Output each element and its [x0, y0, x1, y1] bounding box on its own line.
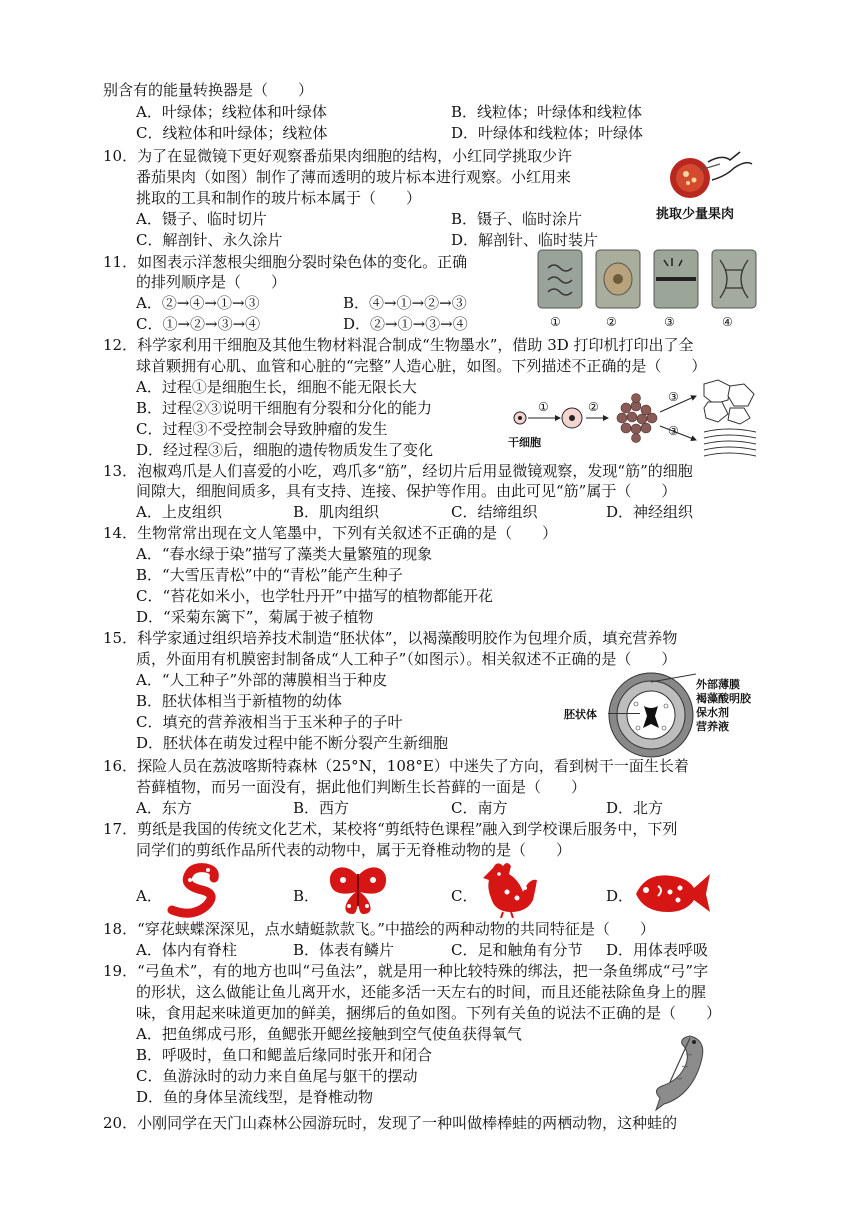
bow-fish-icon [650, 1030, 720, 1116]
q19-line-1: 19．“弓鱼术”，有的地方也叫“弓鱼法”，就是用一种比较特殊的绑法，把一条鱼绑成“弓”字 [103, 962, 709, 980]
stem-cell-label: 干细胞 [508, 436, 541, 449]
q11-option-b: B．④→①→②→③ [343, 294, 467, 312]
q11-option-d: D．②→①→③→④ [343, 315, 468, 333]
q15-option-a: A．“人工种子”外部的薄膜相当于种皮 [136, 671, 388, 689]
q11-option-c: C．①→②→③→④ [136, 315, 261, 333]
q17-option-d: D． [606, 887, 634, 905]
q17-option-a: A． [136, 887, 162, 905]
q10-line-3: 挑取的工具和制作的玻片标本属于（ ） [136, 189, 422, 207]
stem-cell-diagram [508, 378, 760, 460]
seed-label-water-agent: 保水剂 [696, 706, 729, 719]
q13-option-a: A．上皮组织 [136, 503, 222, 521]
q14-option-b: B．“大雪压青松”中的“青松”能产生种子 [136, 566, 403, 584]
q16-option-a: A．东方 [136, 799, 192, 817]
q15-option-d: D．胚状体在萌发过程中能不断分裂产生新细胞 [136, 734, 449, 752]
q18-option-a: A．体内有脊柱 [136, 941, 237, 959]
cell-label-1: ① [550, 315, 561, 329]
tomato-picking-icon [660, 150, 760, 202]
stem-mark-3b: ③ [668, 424, 679, 438]
q14-option-d: D．“采菊东篱下”，菊属于被子植物 [136, 608, 374, 626]
q16-line-2: 苔藓植物，而另一面没有，据此他们判断生长苔藓的一面是（ ） [136, 778, 587, 796]
q12-option-d: D．经过程③后，细胞的遗传物质发生了变化 [136, 441, 434, 459]
q17-line-1: 17．剪纸是我国的传统文化艺术，某校将“剪纸特色课程”融入到学校课后服务中，下列 [103, 820, 678, 838]
q16-option-b: B．西方 [293, 799, 350, 817]
q10-option-c: C．解剖针、永久涂片 [136, 231, 283, 249]
q14-line-1: 14．生物常常出现在文人笔墨中，下列有关叙述不正确的是（ ） [103, 524, 558, 542]
stem-mark-2: ② [588, 400, 599, 414]
q18-line-1: 18．“穿花蛱蝶深深见，点水蜻蜓款款飞。”中描绘的两种动物的共同特征是（ ） [103, 920, 655, 938]
q10-option-b: B．镊子、临时涂片 [451, 210, 583, 228]
q18-option-c: C．足和触角有分节 [451, 941, 583, 959]
fish-papercut-icon [632, 864, 712, 924]
q9-option-d: D．叶绿体和线粒体；叶绿体 [451, 124, 644, 142]
q16-option-d: D．北方 [606, 799, 664, 817]
q11-line-1: 11．如图表示洋葱根尖细胞分裂时染色体的变化。正确 [103, 253, 468, 271]
q18-option-d: D．用体表呼吸 [606, 941, 709, 959]
q12-option-b: B．过程②③说明干细胞有分裂和分化的能力 [136, 399, 433, 417]
q19-line-2: 的形状，这么做能让鱼儿离开水，还能多活一天左右的时间，而且还能祛除鱼身上的腥 [136, 983, 707, 1001]
q12-option-c: C．过程③不受控制会导致肿瘤的发生 [136, 420, 388, 438]
seed-label-film: 外部薄膜 [696, 678, 740, 691]
q14-option-a: A．“春水绿于染”描写了藻类大量繁殖的现象 [136, 545, 433, 563]
q19-option-a: A．把鱼绑成弓形，鱼鳃张开鳃丝接触到空气使鱼获得氧气 [136, 1025, 522, 1043]
q15-line-2: 质，外面用有机膜密封制备成“人工种子”（如图示）。相关叙述不正确的是（ ） [136, 650, 677, 668]
q11-line-2: 的排列顺序是（ ） [136, 273, 287, 291]
q20-line-1: 20．小刚同学在天门山森林公园游玩时，发现了一种叫做棒棒蛙的两栖动物，这种蛙的 [103, 1114, 678, 1132]
q9-option-a: A．叶绿体；线粒体和叶绿体 [136, 103, 327, 121]
q12-option-a: A．过程①是细胞生长，细胞不能无限长大 [136, 378, 417, 396]
q9-stem-tail: 别含有的能量转换器是（ ） [103, 81, 314, 99]
tomato-figure [656, 150, 760, 222]
snake-papercut-icon [162, 862, 226, 922]
q15-line-1: 15．科学家通过组织培养技术制造“胚状体”，以褐藻酸明胶作为包埋介质，填充营养物 [103, 629, 678, 647]
q19-line-3: 味，食用起来味道更加的鲜美，捆绑后的鱼如图。下列有关鱼的说法不正确的是（ ） [136, 1004, 722, 1022]
q19-option-c: C．鱼游泳时的动力来自鱼尾与躯干的摆动 [136, 1067, 418, 1085]
q9-option-b: B．线粒体；叶绿体和线粒体 [451, 103, 643, 121]
q18-option-b: B．体表有鳞片 [293, 941, 395, 959]
cell-label-3: ③ [664, 315, 675, 329]
cell-label-4: ④ [722, 315, 733, 329]
q15-option-b: B．胚状体相当于新植物的幼体 [136, 692, 343, 710]
seed-label-gel: 褐藻酸明胶 [696, 692, 751, 705]
seed-label-nutrient: 营养液 [696, 720, 729, 733]
q16-line-1: 16．探险人员在荔波喀斯特森林（25°N，108°E）中迷失了方向，看到树干一面生长着 [103, 757, 689, 775]
q11-option-a: A．②→④→①→③ [136, 294, 260, 312]
rooster-papercut-icon [477, 858, 539, 922]
cell-label-2: ② [606, 315, 617, 329]
q13-line-2: 间隙大，细胞间质多，具有支持、连接、保护等作用。由此可见“筋”属于（ ） [136, 482, 677, 500]
q10-option-a: A．镊子、临时切片 [136, 210, 267, 228]
q16-option-c: C．南方 [451, 799, 508, 817]
q13-option-c: C．结缔组织 [451, 503, 538, 521]
stem-cell-figure [508, 378, 760, 460]
q12-line-2: 球首颗拥有心肌、血管和心脏的“完整”人造心脏，如图。下列描述不正确的是（ ） [136, 357, 707, 375]
q12-line-1: 12．科学家利用干细胞及其他生物材料混合制成“生物墨水”，借助 3D 打印机打印出了全 [103, 336, 694, 354]
q13-line-1: 13．泡椒鸡爪是人们喜爱的小吃，鸡爪多“筋”，经切片后用显微镜观察，发现“筋”的细胞 [103, 462, 693, 480]
seed-label-embryoid: 胚状体 [564, 708, 597, 721]
q19-option-d: D．鱼的身体呈流线型，是脊椎动物 [136, 1088, 374, 1106]
q10-line-2: 番茄果肉（如图）制作了薄而透明的玻片标本进行观察。小红用来 [136, 168, 572, 186]
q17-line-2: 同学们的剪纸作品所代表的动物中，属于无脊椎动物的是（ ） [136, 841, 572, 859]
stem-mark-1: ① [538, 400, 549, 414]
q10-option-d: D．解剖针、临时装片 [451, 231, 599, 249]
q10-line-1: 10．为了在显微镜下更好观察番茄果肉细胞的结构，小红同学挑取少许 [103, 147, 573, 165]
q19-option-b: B．呼吸时，鱼口和鳃盖后缘同时张开和闭合 [136, 1046, 433, 1064]
artificial-seed-diagram [606, 670, 696, 760]
q13-option-b: B．肌肉组织 [293, 503, 380, 521]
artificial-seed-figure [606, 670, 696, 760]
butterfly-papercut-icon [325, 864, 391, 922]
stem-mark-3a: ③ [668, 390, 679, 404]
q17-option-b: B． [293, 887, 320, 905]
seed-pointer-line [608, 713, 640, 714]
q14-option-c: C．“苔花如米小，也学牡丹开”中描写的植物都能开花 [136, 587, 493, 605]
q15-option-c: C．填充的营养液相当于玉米种子的子叶 [136, 713, 403, 731]
tomato-figure-caption: 挑取少量果肉 [656, 207, 735, 222]
q17-option-c: C． [451, 887, 478, 905]
cell-division-images [536, 248, 760, 312]
q13-option-d: D．神经组织 [606, 503, 694, 521]
q9-option-c: C．线粒体和叶绿体；线粒体 [136, 124, 328, 142]
